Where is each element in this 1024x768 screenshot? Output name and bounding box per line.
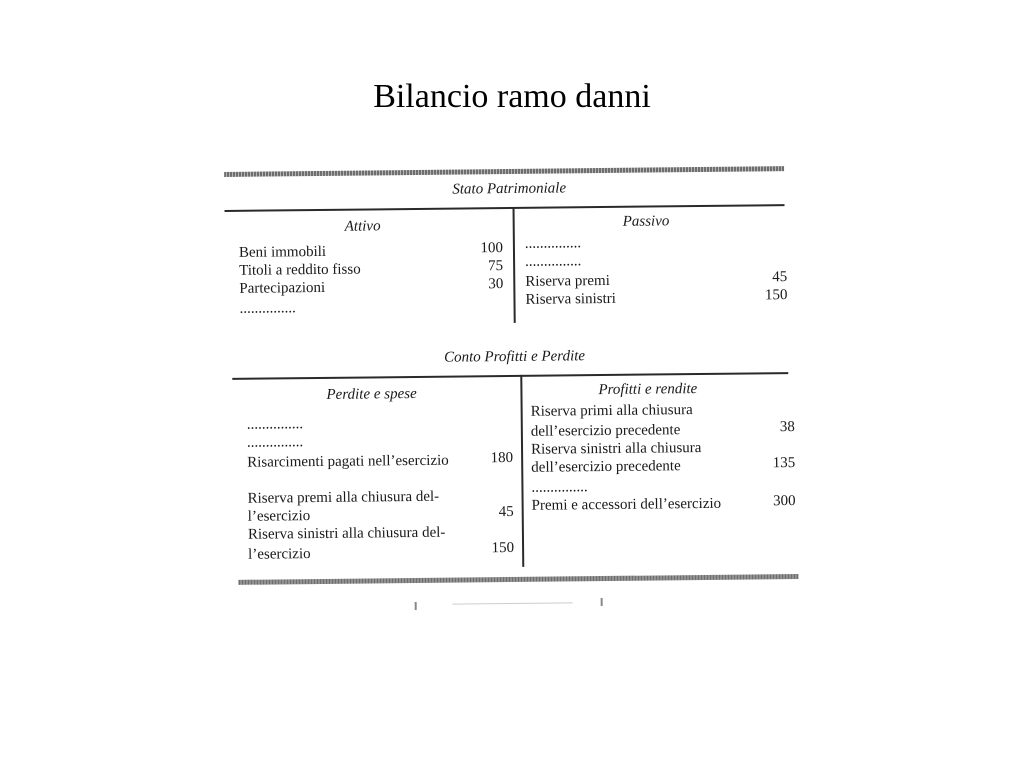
perdite-row: l’esercizio bbox=[248, 546, 311, 563]
passivo-row: ............... bbox=[524, 235, 582, 252]
perdite-value: 150 bbox=[491, 539, 515, 557]
perdite-value: 45 bbox=[498, 503, 514, 521]
passivo-value: 45 bbox=[772, 269, 788, 286]
attivo-row: Titoli a reddito fisso bbox=[239, 261, 361, 279]
attivo-value: 75 bbox=[488, 258, 504, 275]
attivo-heading: Attivo bbox=[344, 218, 381, 235]
attivo-row: ............... bbox=[239, 300, 296, 317]
conto-title: Conto Profitti e Perdite bbox=[443, 348, 586, 366]
profitti-row: Riserva primi alla chiusura bbox=[530, 402, 693, 420]
attivo-value: 30 bbox=[488, 276, 504, 293]
profitti-row: Premi e accessori dell’esercizio bbox=[531, 495, 722, 514]
perdite-heading: Perdite e spese bbox=[326, 385, 417, 403]
stato-patrimoniale-title: Stato Patrimoniale bbox=[452, 180, 567, 198]
profitti-heading: Profitti e rendite bbox=[598, 381, 698, 399]
perdite-row: Riserva sinistri alla chiusura del- bbox=[247, 524, 446, 543]
profitti-value: 135 bbox=[772, 455, 796, 472]
passivo-row: Riserva premi bbox=[525, 272, 610, 290]
perdite-row: Risarcimenti pagati nell’esercizio bbox=[247, 452, 449, 471]
attivo-row: Partecipazioni bbox=[239, 279, 326, 297]
perdite-row: ............... bbox=[246, 434, 304, 451]
attivo-row: Beni immobili bbox=[238, 243, 327, 261]
passivo-value: 150 bbox=[764, 287, 788, 304]
profitti-row: dell’esercizio precedente bbox=[531, 458, 681, 476]
passivo-heading: Passivo bbox=[622, 213, 670, 230]
perdite-row: l’esercizio bbox=[247, 508, 311, 525]
attivo-value: 100 bbox=[480, 240, 504, 257]
profitti-row: ............... bbox=[531, 479, 588, 496]
perdite-row: Riserva premi alla chiusura del- bbox=[247, 488, 440, 507]
scan-mark bbox=[453, 602, 573, 604]
top-rule bbox=[224, 166, 784, 177]
conto-header-rule bbox=[232, 372, 788, 379]
stato-divider bbox=[513, 207, 516, 323]
perdite-row: ............... bbox=[246, 416, 304, 433]
scan-mark bbox=[415, 602, 417, 610]
passivo-row: Riserva sinistri bbox=[525, 290, 616, 308]
bottom-rule bbox=[238, 574, 798, 585]
profitti-value: 38 bbox=[779, 419, 795, 436]
conto-divider bbox=[520, 375, 524, 567]
passivo-row: ............... bbox=[524, 253, 582, 270]
stato-header-rule bbox=[225, 204, 785, 211]
profitti-row: dell’esercizio precedente bbox=[530, 422, 681, 440]
scanned-table bbox=[222, 154, 802, 620]
scan-mark bbox=[601, 598, 603, 606]
slide-title: Bilancio ramo danni bbox=[373, 78, 651, 115]
profitti-value: 300 bbox=[773, 493, 796, 510]
perdite-value: 180 bbox=[490, 449, 514, 467]
profitti-row: Riserva sinistri alla chiusura bbox=[530, 439, 702, 458]
